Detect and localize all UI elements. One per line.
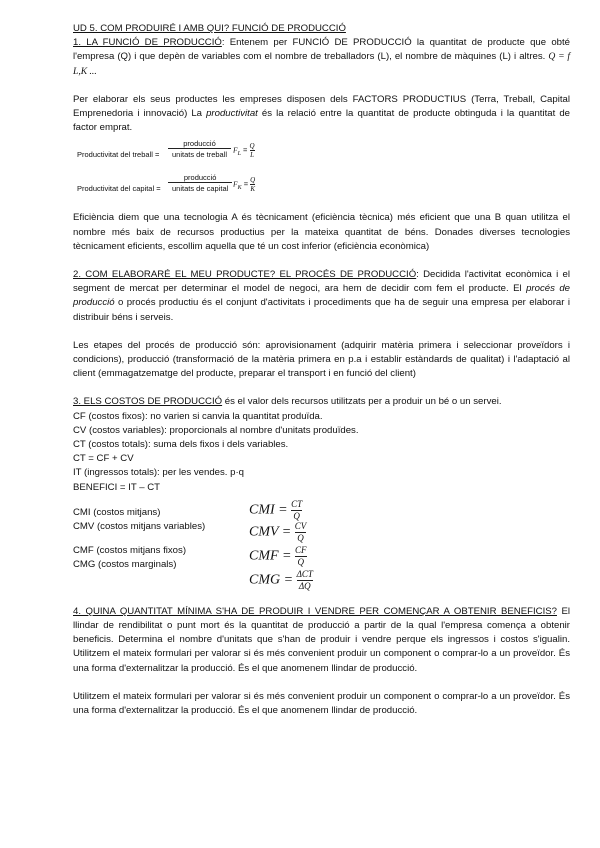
production-function-formula: Q = f L,K ...	[73, 51, 570, 77]
section-3-heading: 3. ELS COSTOS DE PRODUCCIÓ	[73, 396, 223, 408]
section-4-paragraph: 4. QUINA QUANTITAT MÍNIMA S'HA DE PRODUIR I VENDRE PER COMENÇAR A OBTENIR BENEFICIS? El llindar de rendibilitat o punt mort és la quantitat de producció a partir de la qual l'empresa comença a obtenir beneficis. Determina el nombre d'unitats que s'han de produir i vendre perque els ingressos i costos s'igualin. Utilitzem el mateix formulari per valorar si és més convenient produir un component o comprar-lo a un proveïdor. És una forma d'externalitzar la producció. És el que anomenem llindar de producció.	[73, 605, 571, 674]
cmf-formula: CMF = $\frac{CF}{Q}$	[249, 544, 307, 567]
make-or-buy-paragraph: Utilitzem el mateix formulari per valorar si és més convenient produir un component o comprar-lo a un proveïdor. És una forma d'externalitzar la producció. És el que anomenem llindar de producció.	[73, 690, 570, 717]
cmf-label: CMF (costos mitjans fixos)	[73, 544, 187, 556]
cost-line: BENEFICI = IT – CT	[73, 481, 160, 493]
section-3-intro: 3. ELS COSTOS DE PRODUCCIÓ és el valor dels recursos utilitzats per a produir un bé o un servei.	[73, 396, 502, 408]
cmg-label: CMG (costos marginals)	[73, 558, 177, 570]
cost-line: CT = CF + CV	[73, 453, 134, 465]
factors-paragraph: Per elaborar els seus productes les empreses disposen dels FACTORS PRODUCTIUS (Terra, Treball, Capital Emprenedoria i innovació) La productivitat és la relació entre la quantitat de producte obtinguda i la quantitat de factor emprat.	[73, 93, 570, 134]
labor-productivity-formula: Productivitat del treball = producció unitats de treball $F_L$ = $\frac{Q}{L}$	[77, 139, 255, 160]
cost-line: IT (ingressos totals): per les vendes. p·q	[73, 467, 244, 479]
section-1-paragraph: 1. LA FUNCIÓ DE PRODUCCIÓ: Entenem per FUNCIÓ DE PRODUCCIÓ la quantitat de producte que obté l'empresa (Q) i que depèn de variables com el nombre de treballadors (L), el nombre de màquines (L) i altres. Q = f L,K ...	[73, 37, 570, 77]
section-1-heading: 1. LA FUNCIÓ DE PRODUCCIÓ	[73, 37, 222, 49]
capital-productivity-formula: Productivitat del capital = producció unitats de capital $F_K$ = $\frac{Q}{K}$	[77, 173, 256, 194]
cost-line: CF (costos fixos): no varien si canvia la quantitat produïda.	[73, 410, 323, 422]
document-page	[73, 22, 570, 718]
section-2-paragraph: 2. COM ELABORARÉ EL MEU PRODUCTE? EL PROCÉS DE PRODUCCIÓ: Decidida l'activitat econòmica i el segment de mercat per determinar el model de negoci, ara hem de decidir com fem el producte. El procés de producció o procés productiu és el conjunt d'activitats i procediments que ha de seguir una empresa per elaborar i distribuir béns i serveis.	[73, 269, 570, 323]
section-4-heading: 4. QUINA QUANTITAT MÍNIMA S'HA DE PRODUIR I VENDRE PER COMENÇAR A OBTENIR BENEFICIS?	[73, 605, 557, 617]
cmg-formula: CMG = ΔCT ΔQ	[249, 568, 313, 591]
cmi-label: CMI (costos mitjans)	[73, 506, 161, 518]
page-title: UD 5. COM PRODUIRÉ I AMB QUI? FUNCIÓ DE PRODUCCIÓ	[73, 23, 346, 34]
stages-paragraph: Les etapes del procés de producció són: aprovisionament (adquirir matèria primera i seleccionar proveïdors i condicions), producció (transformació de la matèria primera en p.a i establir estàndards de qualitat) i l'adaptació al client (emmagatzematge del producte, preparar el transport i en funció del client)	[73, 339, 570, 380]
efficiency-paragraph: Eficiència diem que una tecnologia A és tècnicament (eficiència tècnica) més eficient que una B quan utilitza el nombre més baix de recursos productius per la mateixa quantitat de béns. Donades diverses tecnologies tècnicament eficients, escollim aquella que té un cost inferior (eficiència econòmica)	[73, 212, 570, 252]
average-costs-block	[73, 499, 570, 595]
section-2-heading: 2. COM ELABORARÉ EL MEU PRODUCTE? EL PROCÉS DE PRODUCCIÓ	[73, 269, 417, 281]
cost-line: CV (costos variables): proporcionals al nombre d'unitats produïdes.	[73, 424, 359, 436]
cmv-formula: CMV = $\frac{CV}{Q}$	[249, 520, 307, 543]
cmv-label: CMV (costos mitjans variables)	[73, 520, 206, 532]
cmi-formula: CMI = $\frac{CT}{Q}$	[249, 498, 303, 521]
cost-line: CT (costos totals): suma dels fixos i dels variables.	[73, 439, 289, 451]
